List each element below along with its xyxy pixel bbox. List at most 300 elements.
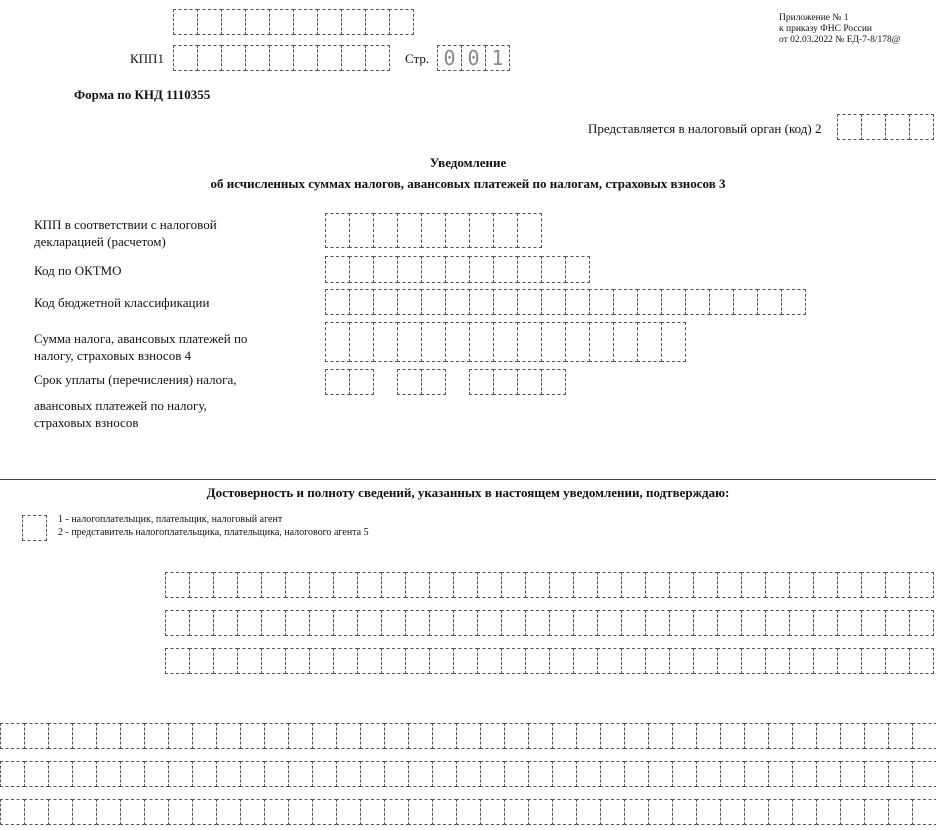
input-cell[interactable]	[717, 572, 742, 598]
input-cell[interactable]	[192, 799, 217, 825]
input-cell[interactable]	[72, 723, 97, 749]
input-cell[interactable]	[528, 723, 553, 749]
input-cell[interactable]	[312, 723, 337, 749]
input-cell[interactable]	[72, 761, 97, 787]
input-cell[interactable]	[405, 572, 430, 598]
inn-cells[interactable]	[173, 9, 415, 35]
input-cell[interactable]	[469, 256, 494, 283]
input-cell[interactable]	[397, 256, 422, 283]
input-cell[interactable]	[245, 45, 270, 71]
input-cell[interactable]	[312, 761, 337, 787]
input-cell[interactable]	[221, 45, 246, 71]
input-cell[interactable]	[672, 761, 697, 787]
input-cell[interactable]	[549, 648, 574, 674]
input-cell[interactable]	[885, 114, 910, 140]
input-cell[interactable]	[168, 761, 193, 787]
input-cell[interactable]	[757, 289, 782, 315]
input-cell[interactable]	[912, 761, 936, 787]
input-cell[interactable]	[861, 572, 886, 598]
input-cell[interactable]	[357, 572, 382, 598]
input-cell[interactable]	[765, 610, 790, 636]
input-cell[interactable]	[325, 369, 350, 395]
input-cell[interactable]	[421, 369, 446, 395]
input-cell[interactable]	[525, 648, 550, 674]
oktmo-cells[interactable]	[325, 256, 591, 283]
input-cell[interactable]	[168, 723, 193, 749]
input-cell[interactable]	[144, 723, 169, 749]
input-cell[interactable]	[421, 256, 446, 283]
input-cell[interactable]	[317, 45, 342, 71]
tax-authority-cells[interactable]	[837, 114, 935, 140]
input-cell[interactable]	[456, 799, 481, 825]
input-cell[interactable]	[504, 723, 529, 749]
input-cell[interactable]	[480, 761, 505, 787]
input-cell[interactable]	[549, 610, 574, 636]
input-cell[interactable]	[864, 761, 889, 787]
input-cell[interactable]	[197, 9, 222, 35]
input-cell[interactable]	[72, 799, 97, 825]
input-cell[interactable]	[624, 761, 649, 787]
input-cell[interactable]	[552, 799, 577, 825]
input-cell[interactable]	[912, 799, 936, 825]
input-cell[interactable]	[429, 648, 454, 674]
input-cell[interactable]	[192, 761, 217, 787]
input-cell[interactable]	[445, 289, 470, 315]
input-cell[interactable]	[48, 761, 73, 787]
input-cell[interactable]	[120, 761, 145, 787]
input-cell[interactable]	[792, 799, 817, 825]
input-cell[interactable]	[336, 761, 361, 787]
input-cell[interactable]	[408, 761, 433, 787]
input-cell[interactable]	[197, 45, 222, 71]
input-cell[interactable]	[456, 723, 481, 749]
input-cell[interactable]	[429, 572, 454, 598]
input-cell[interactable]	[792, 723, 817, 749]
input-cell[interactable]	[325, 256, 350, 283]
input-cell[interactable]	[696, 761, 721, 787]
input-cell[interactable]	[192, 723, 217, 749]
input-cell[interactable]	[744, 761, 769, 787]
sum-cells[interactable]	[325, 322, 687, 362]
input-cell[interactable]	[397, 369, 422, 395]
input-cell[interactable]	[165, 572, 190, 598]
input-cell[interactable]	[837, 572, 862, 598]
input-cell[interactable]	[384, 799, 409, 825]
input-cell[interactable]	[325, 322, 350, 362]
organization-row-cells[interactable]	[0, 723, 936, 749]
input-cell[interactable]	[480, 799, 505, 825]
input-cell[interactable]	[144, 799, 169, 825]
name-row-cells[interactable]	[165, 648, 936, 674]
input-cell[interactable]	[96, 799, 121, 825]
input-cell[interactable]	[432, 723, 457, 749]
input-cell[interactable]	[349, 369, 374, 395]
input-cell[interactable]	[384, 723, 409, 749]
input-cell[interactable]	[493, 369, 518, 395]
input-cell[interactable]	[408, 723, 433, 749]
input-cell[interactable]	[312, 799, 337, 825]
input-cell[interactable]	[349, 213, 374, 248]
input-cell[interactable]	[336, 723, 361, 749]
input-cell[interactable]	[909, 648, 934, 674]
page-number-cells[interactable]	[437, 45, 510, 71]
input-cell[interactable]	[445, 213, 470, 248]
input-cell[interactable]	[365, 45, 390, 71]
input-cell[interactable]	[0, 799, 25, 825]
input-cell[interactable]	[0, 723, 25, 749]
input-cell[interactable]	[216, 761, 241, 787]
input-cell[interactable]	[285, 572, 310, 598]
input-cell[interactable]	[837, 114, 862, 140]
input-cell[interactable]	[360, 723, 385, 749]
input-cell[interactable]	[24, 799, 49, 825]
input-cell[interactable]	[621, 610, 646, 636]
input-cell[interactable]	[637, 289, 662, 315]
input-cell[interactable]	[357, 610, 382, 636]
input-cell[interactable]	[397, 213, 422, 248]
input-cell[interactable]	[213, 610, 238, 636]
input-cell[interactable]	[501, 572, 526, 598]
input-cell[interactable]	[600, 761, 625, 787]
input-cell[interactable]	[813, 648, 838, 674]
input-cell[interactable]	[216, 723, 241, 749]
input-cell[interactable]	[552, 761, 577, 787]
input-cell[interactable]	[501, 648, 526, 674]
input-cell[interactable]	[541, 289, 566, 315]
input-cell[interactable]	[397, 322, 422, 362]
input-cell[interactable]	[781, 289, 806, 315]
input-cell[interactable]	[597, 648, 622, 674]
input-cell[interactable]	[357, 648, 382, 674]
input-cell[interactable]	[469, 213, 494, 248]
input-cell[interactable]	[493, 256, 518, 283]
input-cell[interactable]	[309, 610, 334, 636]
input-cell[interactable]	[173, 9, 198, 35]
input-cell[interactable]	[245, 9, 270, 35]
input-cell[interactable]	[693, 572, 718, 598]
input-cell[interactable]	[269, 9, 294, 35]
name-row-cells[interactable]	[165, 572, 936, 598]
input-cell[interactable]	[477, 610, 502, 636]
input-cell[interactable]	[493, 322, 518, 362]
input-cell[interactable]	[768, 761, 793, 787]
input-cell[interactable]	[669, 610, 694, 636]
input-cell[interactable]	[325, 213, 350, 248]
input-cell[interactable]	[397, 289, 422, 315]
input-cell[interactable]	[360, 761, 385, 787]
input-cell[interactable]	[720, 799, 745, 825]
input-cell[interactable]	[493, 213, 518, 248]
input-cell[interactable]	[552, 723, 577, 749]
input-cell[interactable]	[576, 799, 601, 825]
input-cell[interactable]	[264, 799, 289, 825]
input-cell[interactable]	[349, 322, 374, 362]
input-cell[interactable]	[288, 761, 313, 787]
input-cell[interactable]	[813, 610, 838, 636]
input-cell[interactable]	[165, 610, 190, 636]
input-cell[interactable]	[685, 289, 710, 315]
organization-row-cells[interactable]	[0, 799, 936, 825]
input-cell[interactable]	[421, 322, 446, 362]
input-cell[interactable]	[840, 723, 865, 749]
input-cell[interactable]	[541, 369, 566, 395]
input-cell[interactable]	[269, 45, 294, 71]
input-cell[interactable]	[541, 256, 566, 283]
input-cell[interactable]	[48, 723, 73, 749]
input-cell[interactable]	[600, 723, 625, 749]
input-cell[interactable]	[525, 610, 550, 636]
input-cell[interactable]	[341, 45, 366, 71]
input-cell[interactable]	[525, 572, 550, 598]
input-cell[interactable]	[189, 610, 214, 636]
input-cell[interactable]	[741, 572, 766, 598]
input-cell[interactable]	[24, 761, 49, 787]
input-cell[interactable]	[453, 610, 478, 636]
input-cell[interactable]	[861, 114, 886, 140]
input-cell[interactable]	[541, 322, 566, 362]
input-cell[interactable]	[240, 761, 265, 787]
input-cell[interactable]	[744, 723, 769, 749]
input-cell[interactable]	[381, 648, 406, 674]
input-cell[interactable]	[429, 610, 454, 636]
input-cell[interactable]	[528, 761, 553, 787]
kpp-cells[interactable]	[173, 45, 391, 71]
input-cell[interactable]	[349, 256, 374, 283]
input-cell[interactable]	[493, 289, 518, 315]
input-cell[interactable]	[261, 610, 286, 636]
input-cell[interactable]	[341, 9, 366, 35]
input-cell[interactable]	[576, 761, 601, 787]
input-cell[interactable]	[48, 799, 73, 825]
input-cell[interactable]	[600, 799, 625, 825]
input-cell[interactable]	[96, 761, 121, 787]
due-day-cells[interactable]	[325, 369, 375, 395]
organization-row-cells[interactable]	[0, 761, 936, 787]
kpp-decl-cells[interactable]	[325, 213, 543, 248]
input-cell[interactable]	[432, 761, 457, 787]
input-cell[interactable]	[261, 572, 286, 598]
input-cell[interactable]	[717, 610, 742, 636]
input-cell[interactable]	[480, 723, 505, 749]
due-month-cells[interactable]	[397, 369, 447, 395]
input-cell[interactable]	[909, 572, 934, 598]
input-cell[interactable]	[469, 322, 494, 362]
input-cell[interactable]	[741, 648, 766, 674]
input-cell[interactable]	[237, 610, 262, 636]
input-cell[interactable]	[120, 799, 145, 825]
input-cell[interactable]	[237, 572, 262, 598]
input-cell[interactable]	[717, 648, 742, 674]
input-cell[interactable]	[504, 799, 529, 825]
input-cell[interactable]	[885, 572, 910, 598]
input-cell[interactable]	[96, 723, 121, 749]
input-cell[interactable]	[885, 610, 910, 636]
input-cell[interactable]	[453, 648, 478, 674]
input-cell[interactable]	[384, 761, 409, 787]
input-cell[interactable]	[765, 572, 790, 598]
input-cell[interactable]	[621, 648, 646, 674]
input-cell[interactable]	[517, 322, 542, 362]
input-cell[interactable]	[573, 648, 598, 674]
input-cell[interactable]	[264, 761, 289, 787]
input-cell[interactable]	[549, 572, 574, 598]
input-cell[interactable]	[661, 322, 686, 362]
input-cell[interactable]	[573, 572, 598, 598]
input-cell[interactable]	[565, 322, 590, 362]
input-cell[interactable]	[333, 648, 358, 674]
input-cell[interactable]	[293, 9, 318, 35]
input-cell[interactable]	[240, 723, 265, 749]
input-cell[interactable]	[888, 723, 913, 749]
input-cell[interactable]	[645, 648, 670, 674]
input-cell[interactable]	[0, 761, 25, 787]
input-cell[interactable]	[477, 572, 502, 598]
input-cell[interactable]	[336, 799, 361, 825]
input-cell[interactable]	[373, 289, 398, 315]
input-cell[interactable]	[597, 610, 622, 636]
input-cell[interactable]	[888, 799, 913, 825]
input-cell[interactable]	[237, 648, 262, 674]
input-cell[interactable]	[389, 9, 414, 35]
input-cell[interactable]	[645, 610, 670, 636]
input-cell[interactable]	[517, 369, 542, 395]
input-cell[interactable]	[517, 289, 542, 315]
input-cell[interactable]	[864, 723, 889, 749]
input-cell[interactable]	[381, 610, 406, 636]
input-cell[interactable]	[765, 648, 790, 674]
input-cell[interactable]	[669, 648, 694, 674]
input-cell[interactable]	[909, 114, 934, 140]
input-cell[interactable]	[120, 723, 145, 749]
input-cell[interactable]	[24, 723, 49, 749]
input-cell[interactable]	[469, 289, 494, 315]
input-cell[interactable]	[720, 723, 745, 749]
input-cell[interactable]	[912, 723, 936, 749]
input-cell[interactable]	[365, 9, 390, 35]
input-cell[interactable]	[864, 799, 889, 825]
input-cell[interactable]	[597, 572, 622, 598]
input-cell[interactable]	[573, 610, 598, 636]
input-cell[interactable]	[445, 256, 470, 283]
input-cell[interactable]	[405, 610, 430, 636]
input-cell[interactable]	[696, 799, 721, 825]
input-cell[interactable]	[501, 610, 526, 636]
input-cell[interactable]	[285, 610, 310, 636]
input-cell[interactable]	[477, 648, 502, 674]
input-cell[interactable]	[744, 799, 769, 825]
input-cell[interactable]	[189, 648, 214, 674]
input-cell[interactable]	[624, 799, 649, 825]
input-cell[interactable]	[517, 256, 542, 283]
input-cell[interactable]	[216, 799, 241, 825]
input-cell[interactable]	[453, 572, 478, 598]
input-cell[interactable]	[837, 648, 862, 674]
input-cell[interactable]	[613, 322, 638, 362]
input-cell[interactable]	[293, 45, 318, 71]
input-cell[interactable]	[528, 799, 553, 825]
input-cell[interactable]	[373, 213, 398, 248]
kbk-cells[interactable]	[325, 289, 808, 315]
input-cell[interactable]	[288, 799, 313, 825]
input-cell[interactable]	[709, 289, 734, 315]
input-cell[interactable]	[741, 610, 766, 636]
input-cell[interactable]	[861, 610, 886, 636]
input-cell[interactable]	[373, 256, 398, 283]
input-cell[interactable]	[840, 761, 865, 787]
input-cell[interactable]	[421, 289, 446, 315]
input-cell[interactable]	[22, 515, 47, 541]
input-cell[interactable]	[288, 723, 313, 749]
input-cell[interactable]	[261, 648, 286, 674]
input-cell[interactable]	[373, 322, 398, 362]
input-cell[interactable]	[165, 648, 190, 674]
input-cell[interactable]	[360, 799, 385, 825]
input-cell[interactable]	[909, 610, 934, 636]
input-cell[interactable]	[240, 799, 265, 825]
input-cell[interactable]	[333, 610, 358, 636]
input-cell[interactable]	[333, 572, 358, 598]
input-cell[interactable]	[456, 761, 481, 787]
input-cell[interactable]	[816, 723, 841, 749]
input-cell[interactable]	[885, 648, 910, 674]
input-cell[interactable]	[648, 723, 673, 749]
input-cell[interactable]	[405, 648, 430, 674]
input-cell[interactable]	[837, 610, 862, 636]
input-cell[interactable]	[285, 648, 310, 674]
input-cell[interactable]	[816, 799, 841, 825]
input-cell[interactable]	[173, 45, 198, 71]
input-cell[interactable]	[861, 648, 886, 674]
input-cell[interactable]	[768, 723, 793, 749]
input-cell[interactable]	[789, 610, 814, 636]
input-cell[interactable]	[469, 369, 494, 395]
input-cell[interactable]	[589, 322, 614, 362]
input-cell[interactable]	[144, 761, 169, 787]
input-cell[interactable]	[696, 723, 721, 749]
input-cell[interactable]	[381, 572, 406, 598]
input-cell[interactable]	[813, 572, 838, 598]
input-cell[interactable]	[661, 289, 686, 315]
input-cell[interactable]	[669, 572, 694, 598]
input-cell[interactable]	[816, 761, 841, 787]
input-cell[interactable]	[189, 572, 214, 598]
signer-type-cell[interactable]	[22, 515, 47, 541]
input-cell[interactable]	[621, 572, 646, 598]
input-cell[interactable]	[792, 761, 817, 787]
input-cell[interactable]	[349, 289, 374, 315]
input-cell[interactable]	[309, 572, 334, 598]
input-cell[interactable]	[213, 572, 238, 598]
input-cell[interactable]	[432, 799, 457, 825]
input-cell[interactable]	[517, 213, 542, 248]
input-cell[interactable]	[264, 723, 289, 749]
input-cell[interactable]	[325, 289, 350, 315]
input-cell[interactable]	[624, 723, 649, 749]
input-cell[interactable]	[888, 761, 913, 787]
input-cell[interactable]	[733, 289, 758, 315]
input-cell[interactable]	[565, 289, 590, 315]
due-year-cells[interactable]	[469, 369, 567, 395]
input-cell[interactable]	[504, 761, 529, 787]
input-cell[interactable]	[576, 723, 601, 749]
input-cell[interactable]	[672, 723, 697, 749]
input-cell[interactable]	[672, 799, 697, 825]
input-cell[interactable]	[445, 322, 470, 362]
input-cell[interactable]	[648, 761, 673, 787]
input-cell[interactable]	[309, 648, 334, 674]
input-cell[interactable]	[565, 256, 590, 283]
input-cell[interactable]	[213, 648, 238, 674]
